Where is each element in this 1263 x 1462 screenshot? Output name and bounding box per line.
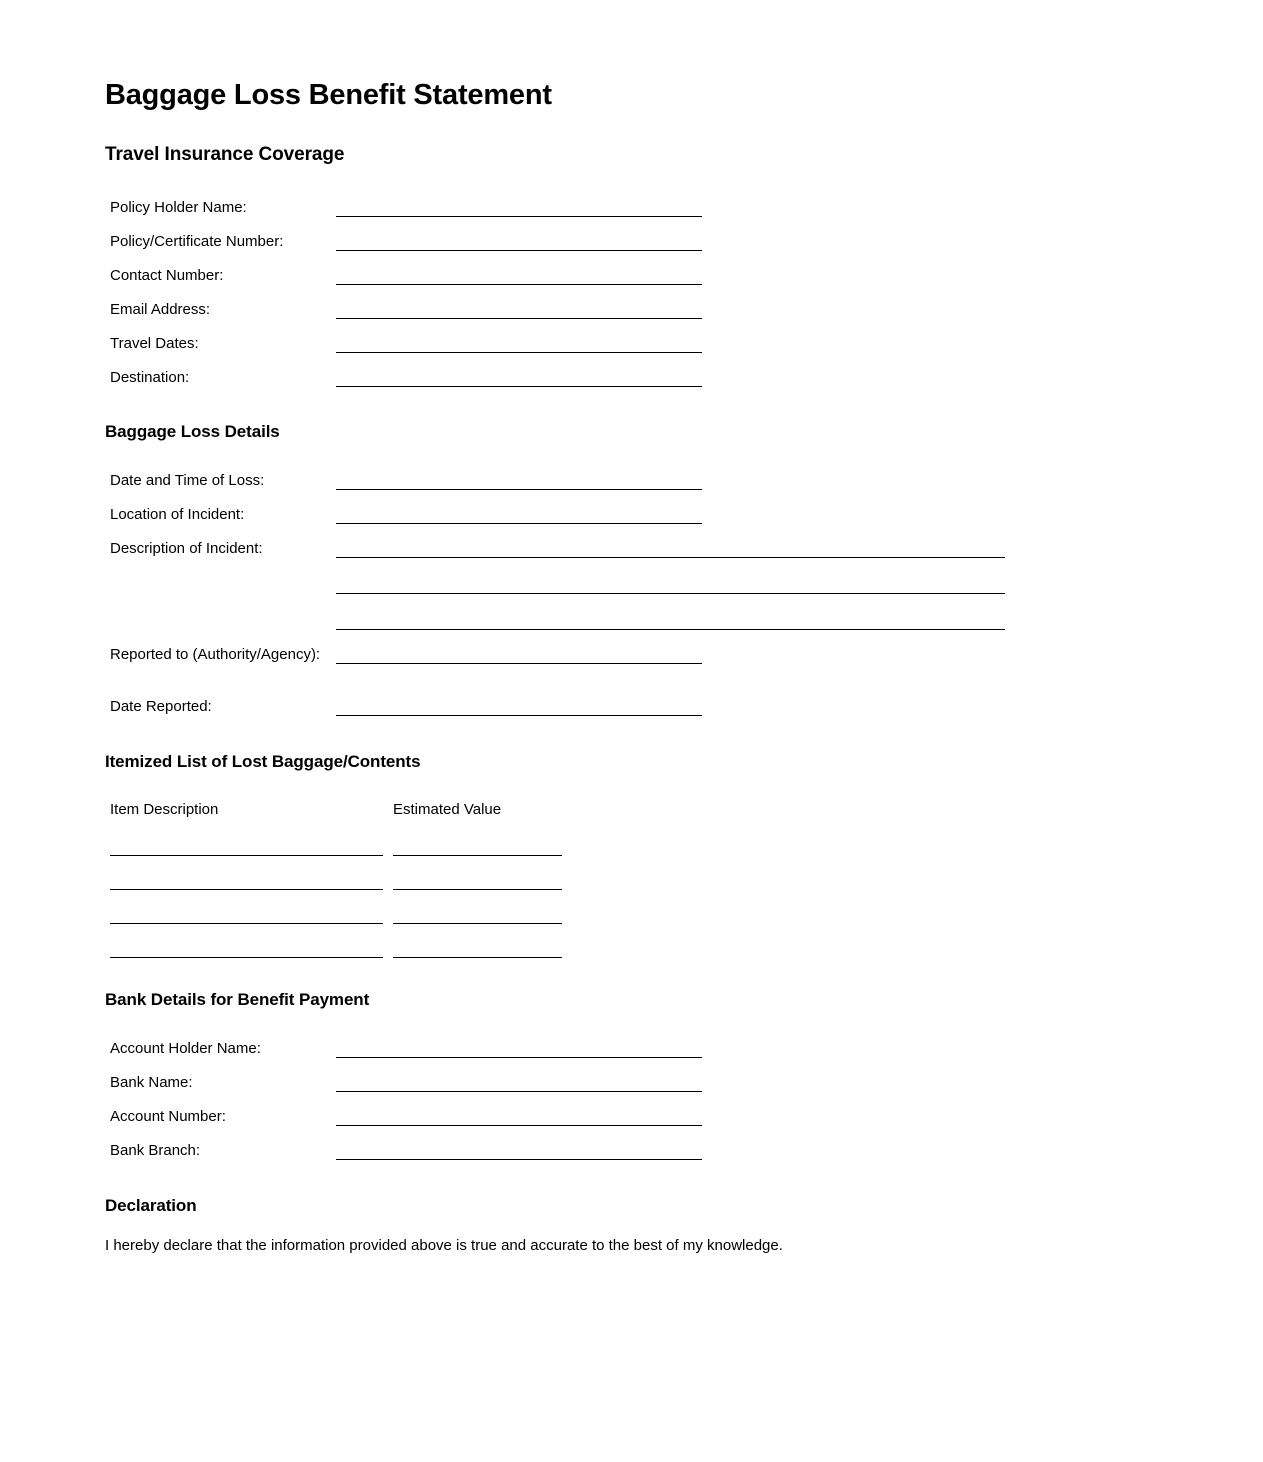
table-row-value-input-3[interactable] bbox=[393, 923, 562, 924]
field-input-account-holder-name[interactable] bbox=[336, 1057, 702, 1058]
field-label-date-time-of-loss: Date and Time of Loss: bbox=[110, 472, 265, 489]
field-input-location-of-incident[interactable] bbox=[336, 523, 702, 524]
field-label-reported-to-authority: Reported to (Authority/Agency): bbox=[110, 646, 321, 663]
declaration-statement: I hereby declare that the information provided above is true and accurate to the best of my knowledge. bbox=[105, 1237, 783, 1254]
section-heading-declaration: Declaration bbox=[105, 1196, 197, 1215]
section-heading-travel-insurance: Travel Insurance Coverage bbox=[105, 144, 345, 165]
column-header-item-description: Item Description bbox=[110, 801, 219, 818]
field-input-policy-certificate-number[interactable] bbox=[336, 250, 702, 251]
column-header-estimated-value: Estimated Value bbox=[393, 801, 502, 818]
field-label-account-number: Account Number: bbox=[110, 1108, 226, 1125]
section-heading-baggage-loss-details: Baggage Loss Details bbox=[105, 422, 280, 441]
field-label-travel-dates: Travel Dates: bbox=[110, 335, 199, 352]
field-input-policy-holder-name[interactable] bbox=[336, 216, 702, 217]
field-label-bank-branch: Bank Branch: bbox=[110, 1142, 201, 1159]
field-input-date-reported[interactable] bbox=[336, 715, 702, 716]
field-label-location-of-incident: Location of Incident: bbox=[110, 506, 245, 523]
table-row-item-input-4[interactable] bbox=[110, 957, 383, 958]
field-label-account-holder-name: Account Holder Name: bbox=[110, 1040, 261, 1057]
field-label-policy-holder-name: Policy Holder Name: bbox=[110, 199, 247, 216]
field-input-bank-name[interactable] bbox=[336, 1091, 702, 1092]
field-label-bank-name: Bank Name: bbox=[110, 1074, 193, 1091]
field-label-email-address: Email Address: bbox=[110, 301, 211, 318]
field-input-account-number[interactable] bbox=[336, 1125, 702, 1126]
section-heading-itemized-list: Itemized List of Lost Baggage/Contents bbox=[105, 752, 421, 771]
table-row-value-input-1[interactable] bbox=[393, 855, 562, 856]
table-row-item-input-1[interactable] bbox=[110, 855, 383, 856]
table-row-item-input-2[interactable] bbox=[110, 889, 383, 890]
field-input-destination[interactable] bbox=[336, 386, 702, 387]
field-label-contact-number: Contact Number: bbox=[110, 267, 224, 284]
table-row-value-input-2[interactable] bbox=[393, 889, 562, 890]
field-input-contact-number[interactable] bbox=[336, 284, 702, 285]
field-input-bank-branch[interactable] bbox=[336, 1159, 702, 1160]
field-label-date-reported: Date Reported: bbox=[110, 698, 212, 715]
field-input-description-of-incident-line-2[interactable] bbox=[336, 593, 1005, 594]
field-label-destination: Destination: bbox=[110, 369, 190, 386]
field-input-travel-dates[interactable] bbox=[336, 352, 702, 353]
table-row-value-input-4[interactable] bbox=[393, 957, 562, 958]
field-label-policy-certificate-number: Policy/Certificate Number: bbox=[110, 233, 284, 250]
field-input-date-time-of-loss[interactable] bbox=[336, 489, 702, 490]
field-input-description-of-incident-line-1[interactable] bbox=[336, 557, 1005, 558]
field-input-reported-to-authority[interactable] bbox=[336, 663, 702, 664]
field-label-description-of-incident: Description of Incident: bbox=[110, 540, 263, 557]
table-row-item-input-3[interactable] bbox=[110, 923, 383, 924]
field-input-email-address[interactable] bbox=[336, 318, 702, 319]
section-heading-bank-details: Bank Details for Benefit Payment bbox=[105, 990, 370, 1009]
field-input-description-of-incident-line-3[interactable] bbox=[336, 629, 1005, 630]
page-title: Baggage Loss Benefit Statement bbox=[105, 79, 552, 111]
